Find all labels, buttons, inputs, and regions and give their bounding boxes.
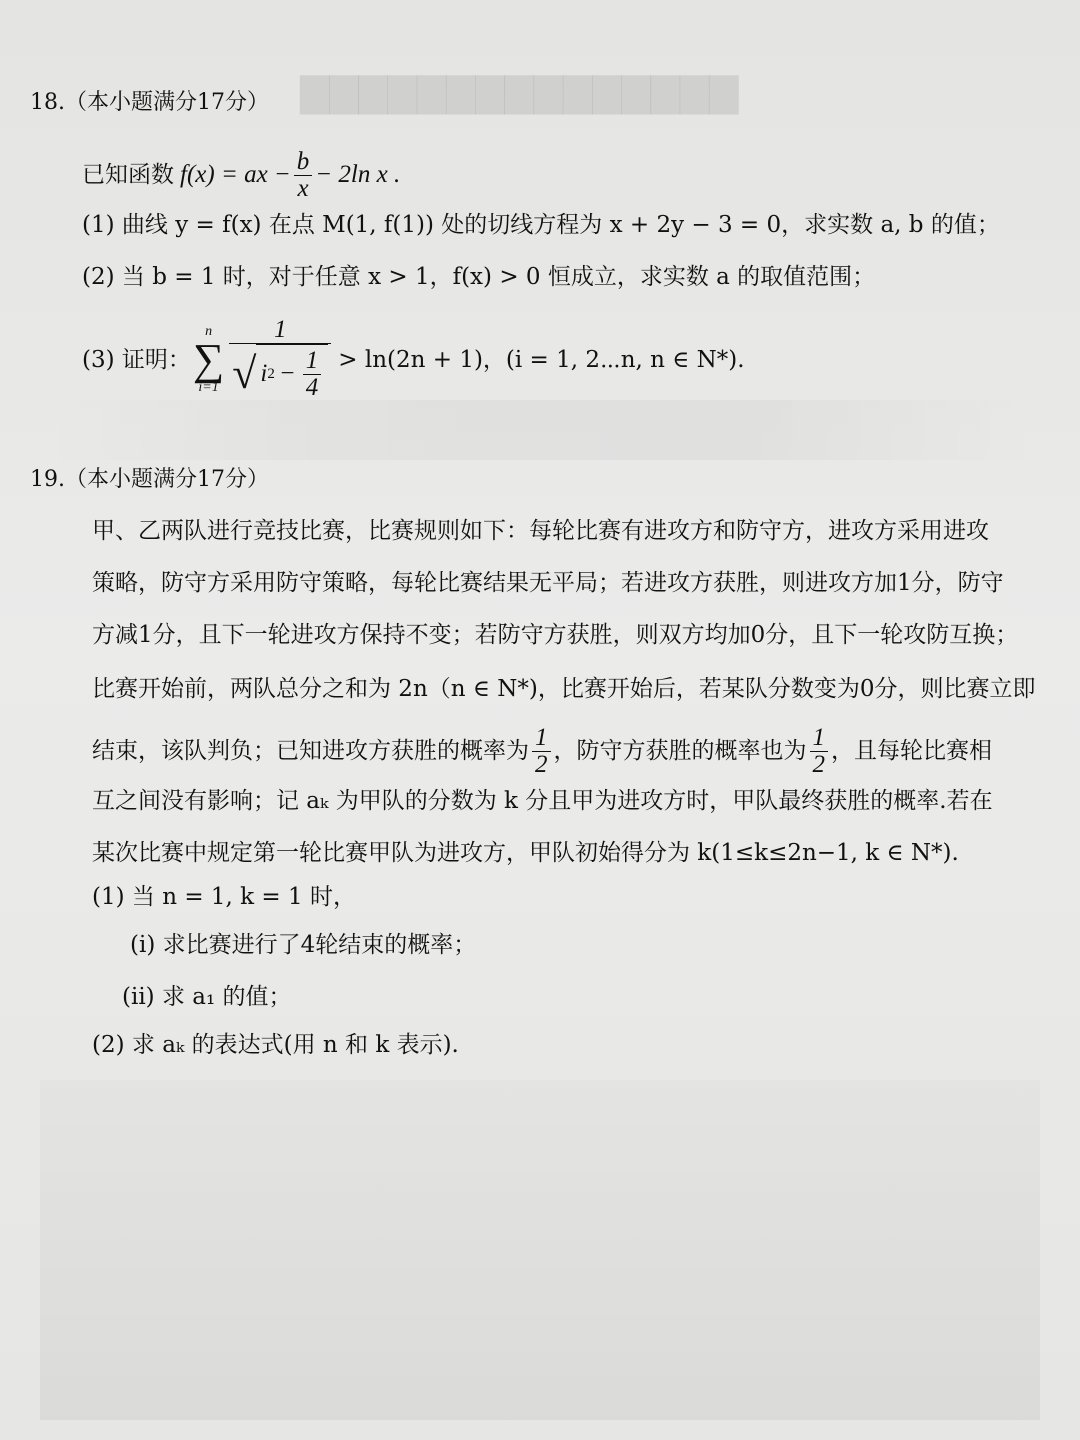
fraction-numerator: 1 — [532, 725, 551, 752]
q19-line-5 — [92, 722, 992, 780]
radicand-minus: − — [278, 360, 296, 387]
fraction-denominator: 2 — [535, 750, 548, 778]
radical-icon: √ — [232, 348, 257, 398]
probability-fraction-2 — [810, 725, 829, 778]
fraction-numerator: 1 — [810, 725, 829, 752]
q18-part3-prefix: (3) 证明： — [82, 347, 191, 373]
sum-upper-limit: n — [205, 324, 213, 339]
q18-part1: (1) 曲线 y = f(x) 在点 M(1, f(1)) 处的切线方程为 x + 2y − 3 = 0，求实数 a, b 的值； — [82, 212, 1000, 238]
q18-part3-tail: > ln(2n + 1)，(i = 1, 2⋯n, n ∈ N*). — [338, 347, 745, 373]
sigma-icon: ∑ — [192, 335, 225, 384]
fraction-numerator: 1 — [303, 348, 322, 375]
q19-line-2: 策略，防守方采用防守策略，每轮比赛结果无平局；若进攻方获胜，则进攻方加1分，防守 — [92, 570, 1004, 596]
q19-line-7: 某次比赛中规定第一轮比赛甲队为进攻方，甲队初始得分为 k(1≤k≤2n−1, k ∈ N*). — [92, 840, 959, 866]
radicand — [256, 344, 328, 404]
bleed-through-title: ▇▇▇▇▇▇▇▇▇▇▇▇▇▇▇ — [300, 70, 739, 114]
q19-line-3: 方减1分，且下一轮进攻方保持不变；若防守方获胜，则双方均加0分，且下一轮攻防互换； — [92, 622, 1019, 648]
q18-part3 — [82, 312, 745, 408]
q18-header: 18.（本小题满分17分） — [30, 90, 269, 115]
q19-subpart-1-i: (i) 求比赛进行了4轮结束的概率； — [130, 932, 477, 958]
fraction-denominator: x — [297, 174, 309, 202]
sum-lower-limit: i=1 — [198, 380, 219, 395]
q19-header: 19.（本小题满分17分） — [30, 467, 269, 492]
summation-symbol — [193, 324, 224, 396]
q18-function: f(x) = ax − — [180, 161, 291, 188]
q19-subpart-2: (2) 求 aₖ 的表达式(用 n 和 k 表示). — [92, 1032, 459, 1058]
q19-subpart-1: (1) 当 n = 1, k = 1 时， — [92, 884, 356, 910]
square-root — [232, 344, 328, 404]
q19-line-5-c: ，且每轮比赛相 — [831, 738, 992, 764]
q19-line-5-b: ，防守方获胜的概率也为 — [553, 738, 807, 764]
radicand-i: i — [260, 360, 268, 387]
fraction-numerator: 1 — [229, 317, 331, 344]
q18-intro — [82, 147, 401, 202]
q18-function-tail: − 2ln x . — [315, 161, 401, 188]
q19-subpart-1-ii: (ii) 求 a₁ 的值； — [122, 984, 292, 1010]
fraction-denominator: 2 — [812, 750, 825, 778]
one-quarter-fraction — [303, 348, 322, 401]
q18-intro-prefix: 已知函数 — [82, 162, 174, 188]
fraction-denominator: 4 — [305, 373, 319, 401]
q18-fraction-b-over-x — [294, 149, 313, 202]
q19-line-5-a: 结束，该队判负；已知进攻方获胜的概率为 — [92, 738, 529, 764]
bleed-through-block — [40, 1080, 1040, 1420]
q19-line-4: 比赛开始前，两队总分之和为 2n（n ∈ N*)，比赛开始后，若某队分数变为0分，则比赛立即 — [92, 676, 1036, 702]
q19-line-1: 甲、乙两队进行竞技比赛，比赛规则如下：每轮比赛有进攻方和防守方，进攻方采用进攻 — [92, 518, 989, 544]
fraction-denominator — [229, 344, 331, 404]
q19-line-6: 互之间没有影响；记 aₖ 为甲队的分数为 k 分且甲为进攻方时，甲队最终获胜的概率.若在 — [92, 788, 993, 814]
fraction-numerator: b — [294, 149, 313, 176]
bleed-through-block — [40, 400, 1040, 460]
probability-fraction-1 — [532, 725, 551, 778]
q18-part2: (2) 当 b = 1 时，对于任意 x > 1，f(x) > 0 恒成立，求实数 a 的取值范围； — [82, 264, 876, 290]
q18-part3-fraction — [229, 317, 331, 404]
exponent-2: 2 — [267, 366, 275, 382]
